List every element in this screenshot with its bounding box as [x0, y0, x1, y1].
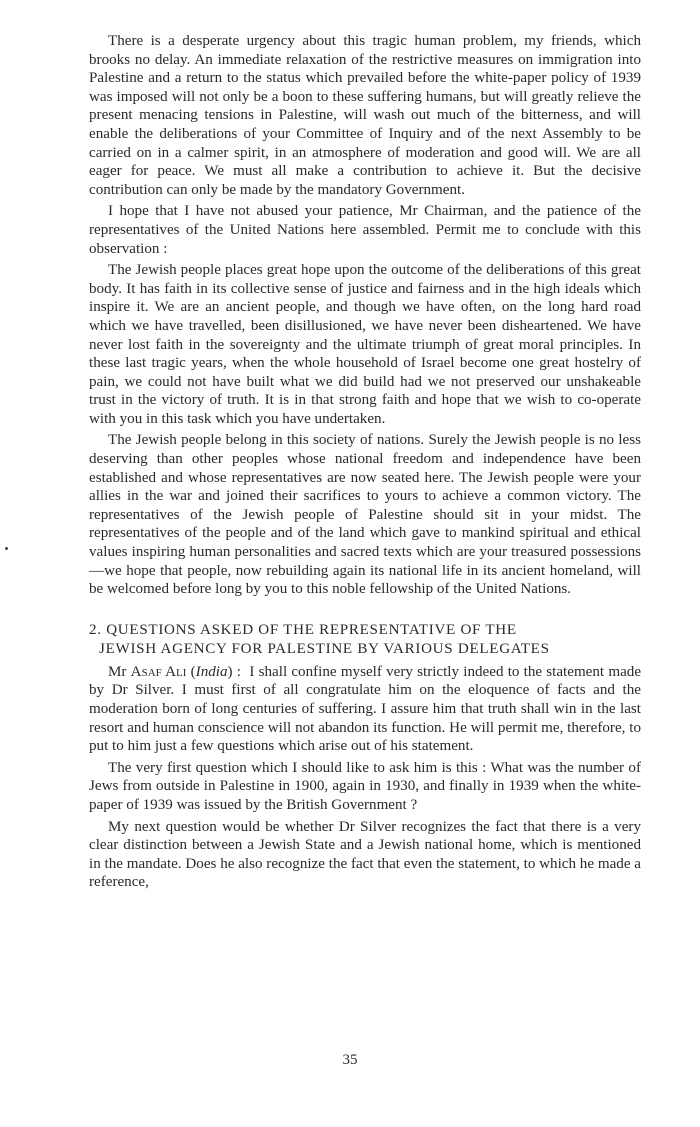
- section-heading-line1: 2. QUESTIONS ASKED OF THE REPRESENTATIVE OF THE: [89, 621, 517, 638]
- page-number: 35: [342, 1052, 358, 1068]
- section-heading: [89, 621, 641, 659]
- speaker-country-open: (: [190, 663, 196, 680]
- speaker-country-close: ) :: [227, 663, 241, 680]
- document-page: [89, 32, 641, 895]
- speaker-country: India: [195, 663, 228, 680]
- speaker-statement: I shall confine myself very strictly indeed to the statement made by Dr Silver. I must first of all congratulate him on the eloquence of facts and the moderation born of long centuries of suffering. I assure him that truth shall win in the last resort and human conscience will not abandon its function. He will permit me, therefore, to put to him just a few questions which arise out of his statement.: [89, 663, 642, 755]
- paragraph-urgency: There is a desperate urgency about this tragic human problem, my friends, which brooks no delay. An immediate relaxation of the restrictive measures on immigration into Palestine and a return to the status which prevailed before the white-paper policy of 1939 was imposed will not only be a boon to these suffering humans, but will greatly relieve the present menacing tensions in Palestine, will wash out much of the bitterness, and will enable the deliberations of your Committee of Inquiry and of the next Assembly to be carried on in a calmer spirit, in an atmosphere of moderation and good will. We are all eager for peace. We must all make a contribution to achieve it. But the decisive contribution can only be made by the mandatory Government.: [89, 33, 641, 198]
- paragraph-patience: I hope that I have not abused your patience, Mr Chairman, and the patience of the representatives of the United Nations here assembled. Permit me to conclude with this observation :: [89, 203, 641, 257]
- paragraph-first-question: The very first question which I should like to ask him is this : What was the number of Jews from outside in Palestine in 1900, again in 1930, and finally in 1939 when the white-paper of 1939 was issued by the British Government ?: [89, 759, 641, 813]
- paragraph-next-question: My next question would be whether Dr Silver recognizes the fact that there is a very clear distinction between a Jewish State and a Jewish national home, which is mentioned in the mandate. Does he also recognize the fact that even the statement, to which he made a reference,: [89, 818, 641, 891]
- margin-mark: [5, 547, 8, 550]
- paragraph-asaf-ali: [89, 663, 641, 756]
- paragraph-hope: The Jewish people places great hope upon the outcome of the deliberations of this great body. It has faith in its collective sense of justice and fairness and in the high ideals which inspire it. We are an ancient people, and though we have often, on the long hard road which we have travelled, been disillusioned, we have never been disheartened. We have never lost faith in the sovereignty and the ultimate triumph of great moral principles. In these last tragic years, when the whole household of Israel become one great hostelry of pain, we could not have built what we did build had we not preserved our unshakeable trust in the victory of truth. It is in that strong faith and hope that we wish to co-operate with you in this task which you have undertaken.: [89, 262, 641, 427]
- paragraph-society-of-nations: The Jewish people belong in this society of nations. Surely the Jewish people is no less deserving than other peoples whose national freedom and independence have been established and whose representatives are now seated here. The Jewish people were your allies in the war and joined their sacrifices to yours to achieve a common victory. The representatives of the Jewish people of Palestine should sit in your midst. The representatives of the people and of the land which gave to mankind spiritual and ethical values inspiring human personalities and sacred texts which are your treasured possessions—we hope that people, now rebuilding again its national life in its ancient homeland, will be welcomed before long by you to this noble fellowship of the United Nations.: [89, 432, 641, 598]
- section-heading-line2: JEWISH AGENCY FOR PALESTINE BY VARIOUS DELEGATES: [99, 640, 550, 657]
- speaker-title: Mr: [108, 663, 127, 680]
- speaker-name: Asaf Ali: [130, 663, 187, 680]
